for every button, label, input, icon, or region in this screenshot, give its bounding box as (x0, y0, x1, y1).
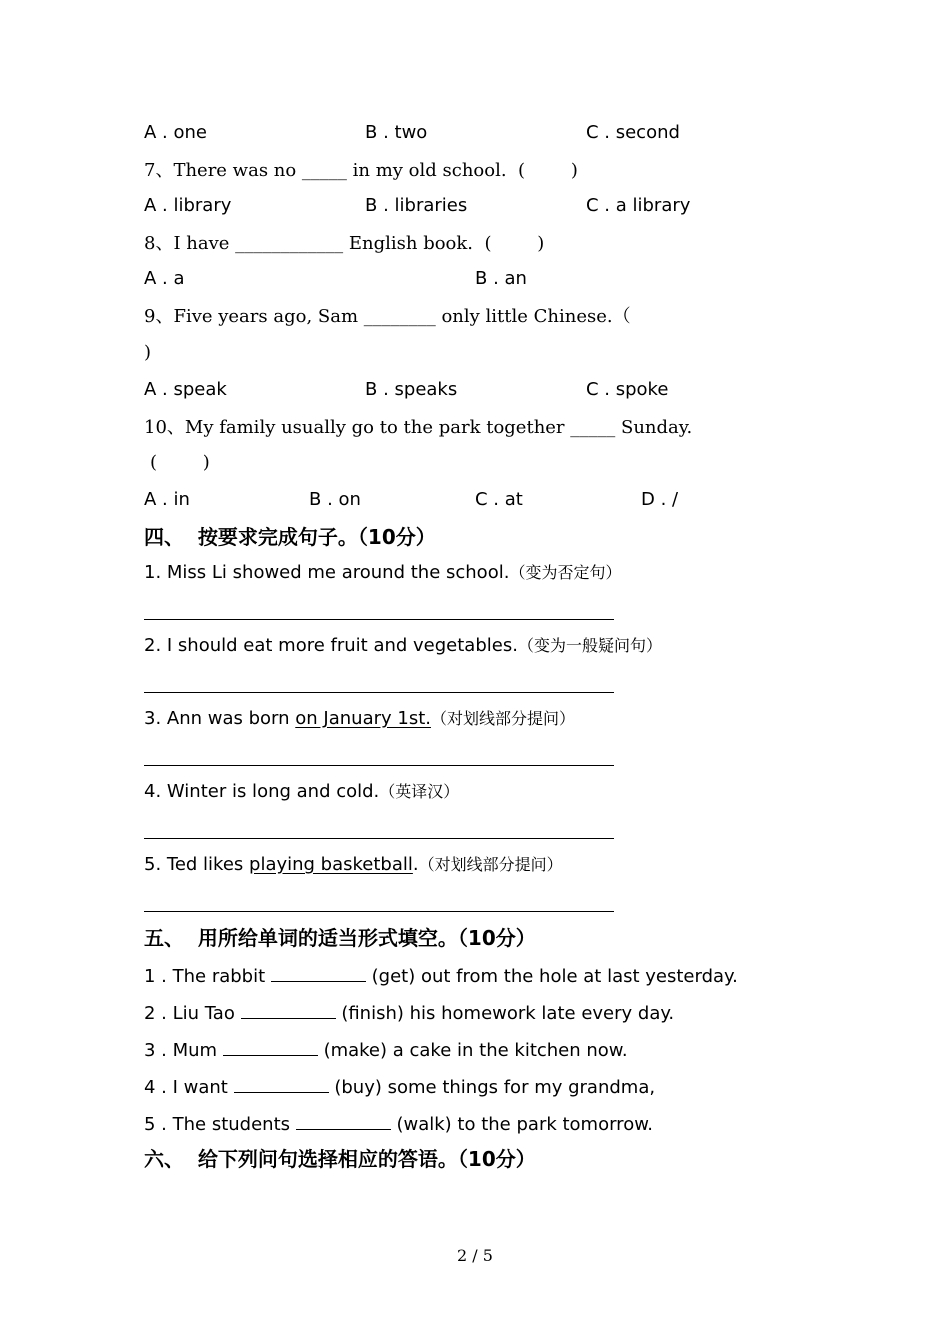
q9-option-c: C . spoke (586, 379, 669, 400)
s5-item-1: 1 . The rabbit (get) out from the hole at last yesterday. (144, 966, 738, 987)
section-5-title: 五、 用所给单词的适当形式填空。（10分） (144, 926, 536, 950)
q6-option-b: B . two (365, 122, 428, 143)
page-number: 2 / 5 (457, 1246, 493, 1265)
s5-item-5: 5 . The students (walk) to the park tomorrow. (144, 1114, 653, 1135)
s4-item-1: 1. Miss Li showed me around the school.（变为否定句） (144, 562, 622, 583)
s5-item-3: 3 . Mum (make) a cake in the kitchen now. (144, 1040, 628, 1061)
question-8: 8、I have ____________ English book. ( ) (144, 233, 545, 254)
s5-blank-3 (223, 1039, 318, 1056)
s4-item-4: 4. Winter is long and cold.（英译汉） (144, 781, 460, 802)
s5-blank-5 (296, 1113, 391, 1130)
s5-item-2: 2 . Liu Tao (finish) his homework late every day. (144, 1003, 675, 1024)
s5-item-4: 4 . I want (buy) some things for my grandma, (144, 1077, 656, 1098)
s4-answer-line-1 (144, 619, 614, 620)
question-10: 10、My family usually go to the park together _____ Sunday. (144, 417, 693, 438)
q7-option-b: B . libraries (365, 195, 468, 216)
q10-option-b: B . on (309, 489, 361, 510)
s5-blank-2 (241, 1002, 336, 1019)
s4-answer-line-5 (144, 911, 614, 912)
question-9-continued: ) (144, 342, 152, 363)
s4-answer-line-3 (144, 765, 614, 766)
s5-blank-1 (271, 965, 366, 982)
q10-option-a: A . in (144, 489, 190, 510)
s4-item-5: 5. Ted likes playing basketball.（对划线部分提问） (144, 854, 563, 875)
q7-option-c: C . a library (586, 195, 691, 216)
s4-answer-line-2 (144, 692, 614, 693)
s4-answer-line-4 (144, 838, 614, 839)
q8-option-a: A . a (144, 268, 185, 289)
q6-option-c: C . second (586, 122, 680, 143)
question-9: 9、Five years ago, Sam ________ only little Chinese.（ (144, 306, 631, 327)
s4-item-3: 3. Ann was born on January 1st.（对划线部分提问） (144, 708, 575, 729)
s4-item-2: 2. I should eat more fruit and vegetables.（变为一般疑问句） (144, 635, 662, 656)
question-10-continued: ( ) (150, 452, 210, 473)
section-4-title: 四、 按要求完成句子。（10分） (144, 525, 436, 549)
q9-option-b: B . speaks (365, 379, 458, 400)
q6-option-a: A . one (144, 122, 207, 143)
q9-option-a: A . speak (144, 379, 227, 400)
section-6-title: 六、 给下列问句选择相应的答语。（10分） (144, 1147, 536, 1171)
q10-option-c: C . at (475, 489, 523, 510)
s5-blank-4 (234, 1076, 329, 1093)
q10-option-d: D . / (641, 489, 679, 510)
question-7: 7、There was no _____ in my old school. ( ) (144, 160, 578, 181)
q8-option-b: B . an (475, 268, 527, 289)
q7-option-a: A . library (144, 195, 232, 216)
